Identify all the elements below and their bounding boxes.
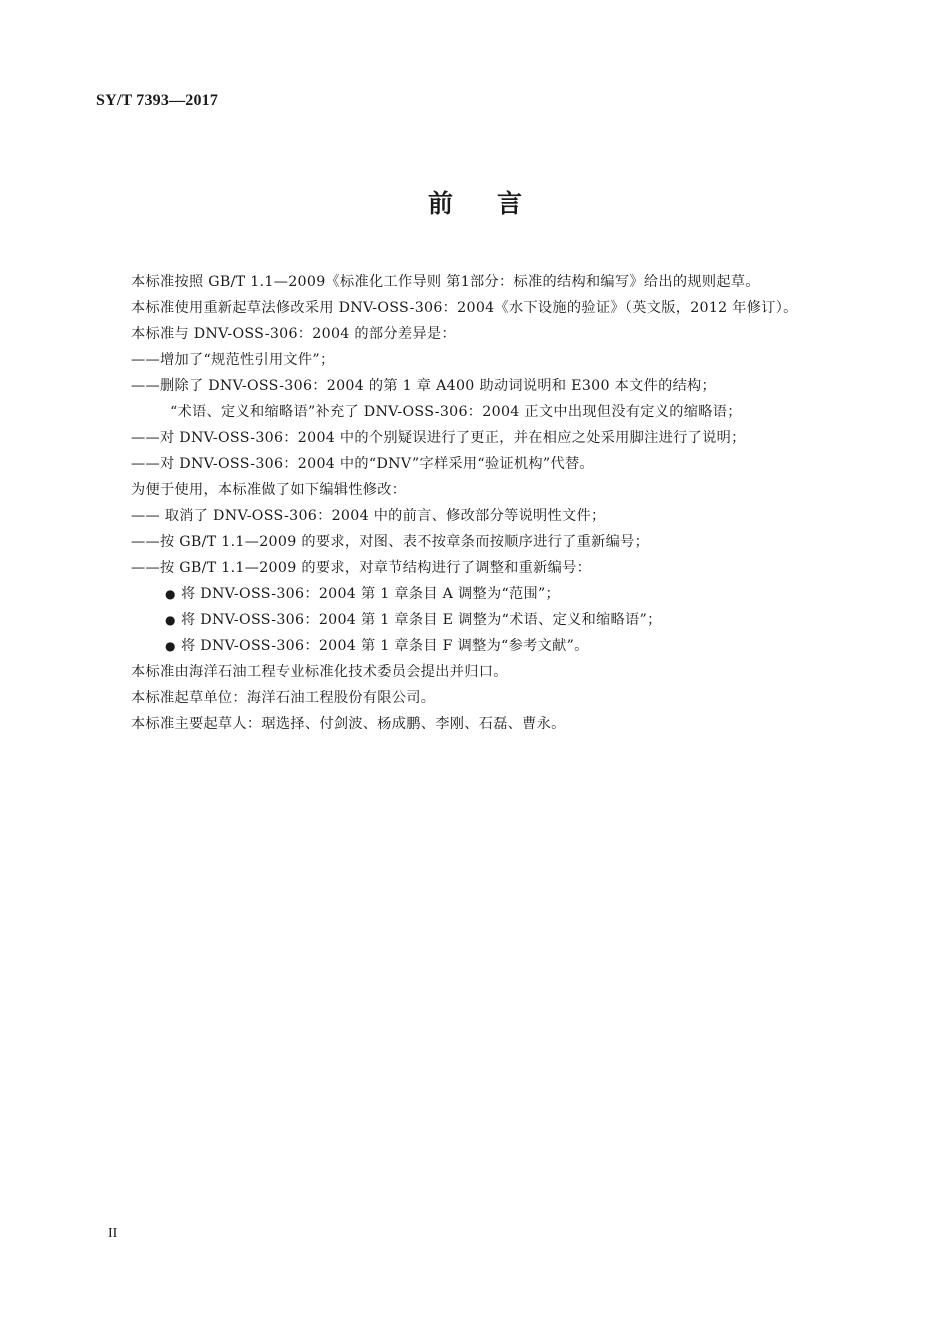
list-item: ——按 GB/T 1.1—2009 的要求，对图、表不按章条而按顺序进行了重新编号； (131, 534, 650, 550)
bullet-text: 将 DNV-OSS-306：2004 第 1 章条目 F 调整为“参考文献”。 (181, 638, 589, 654)
bullet-text: 将 DNV-OSS-306：2004 第 1 章条目 E 调整为“术语、定义和缩略语”； (181, 612, 662, 628)
paragraph: 为便于使用，本标准做了如下编辑性修改： (131, 482, 407, 498)
bullet-icon: ● (165, 639, 176, 653)
bullet-text: 将 DNV-OSS-306：2004 第 1 章条目 A 调整为“范围”； (181, 586, 561, 602)
list-item: ——增加了“规范性引用文件”； (131, 352, 335, 368)
paragraph: 本标准使用重新起草法修改采用 DNV-OSS-306：2004《水下设施的验证》（英文版，2012 年修订）。 (131, 300, 798, 316)
list-item: ——对 DNV-OSS-306：2004 中的“DNV”字样采用“验证机构”代替。 (131, 456, 594, 472)
bullet-icon: ● (165, 587, 176, 601)
list-item: “术语、定义和缩略语”补充了 DNV-OSS-306：2004 正文中出现但没有定义的缩略语； (170, 404, 742, 420)
paragraph: 本标准起草单位：海洋石油工程股份有限公司。 (131, 690, 436, 706)
list-item: ——删除了 DNV-OSS-306：2004 的第 1 章 A400 助动词说明和 E300 本文件的结构； (131, 378, 717, 394)
bullet-item (165, 610, 662, 630)
page-number: II (108, 1226, 118, 1241)
standard-code: SY/T 7393—2017 (96, 92, 219, 109)
page-title: 前言 (427, 189, 566, 218)
list-item: —— 取消了 DNV-OSS-306：2004 中的前言、修改部分等说明性文件； (131, 508, 606, 524)
bullet-icon: ● (165, 613, 176, 627)
list-item: ——按 GB/T 1.1—2009 的要求，对章节结构进行了调整和重新编号： (131, 560, 592, 576)
bullet-item (165, 584, 560, 604)
paragraph: 本标准由海洋石油工程专业标准化技术委员会提出并归口。 (131, 664, 508, 680)
paragraph: 本标准主要起草人：琚选择、付剑波、杨成鹏、李刚、石磊、曹永。 (131, 716, 566, 732)
bullet-item (165, 636, 589, 656)
paragraph: 本标准与 DNV-OSS-306：2004 的部分差异是： (131, 326, 456, 342)
list-item: ——对 DNV-OSS-306：2004 中的个别疑误进行了更正，并在相应之处采用脚注进行了说明； (131, 430, 746, 446)
paragraph: 本标准按照 GB/T 1.1—2009《标准化工作导则 第1部分：标准的结构和编写》给出的规则起草。 (131, 274, 760, 290)
